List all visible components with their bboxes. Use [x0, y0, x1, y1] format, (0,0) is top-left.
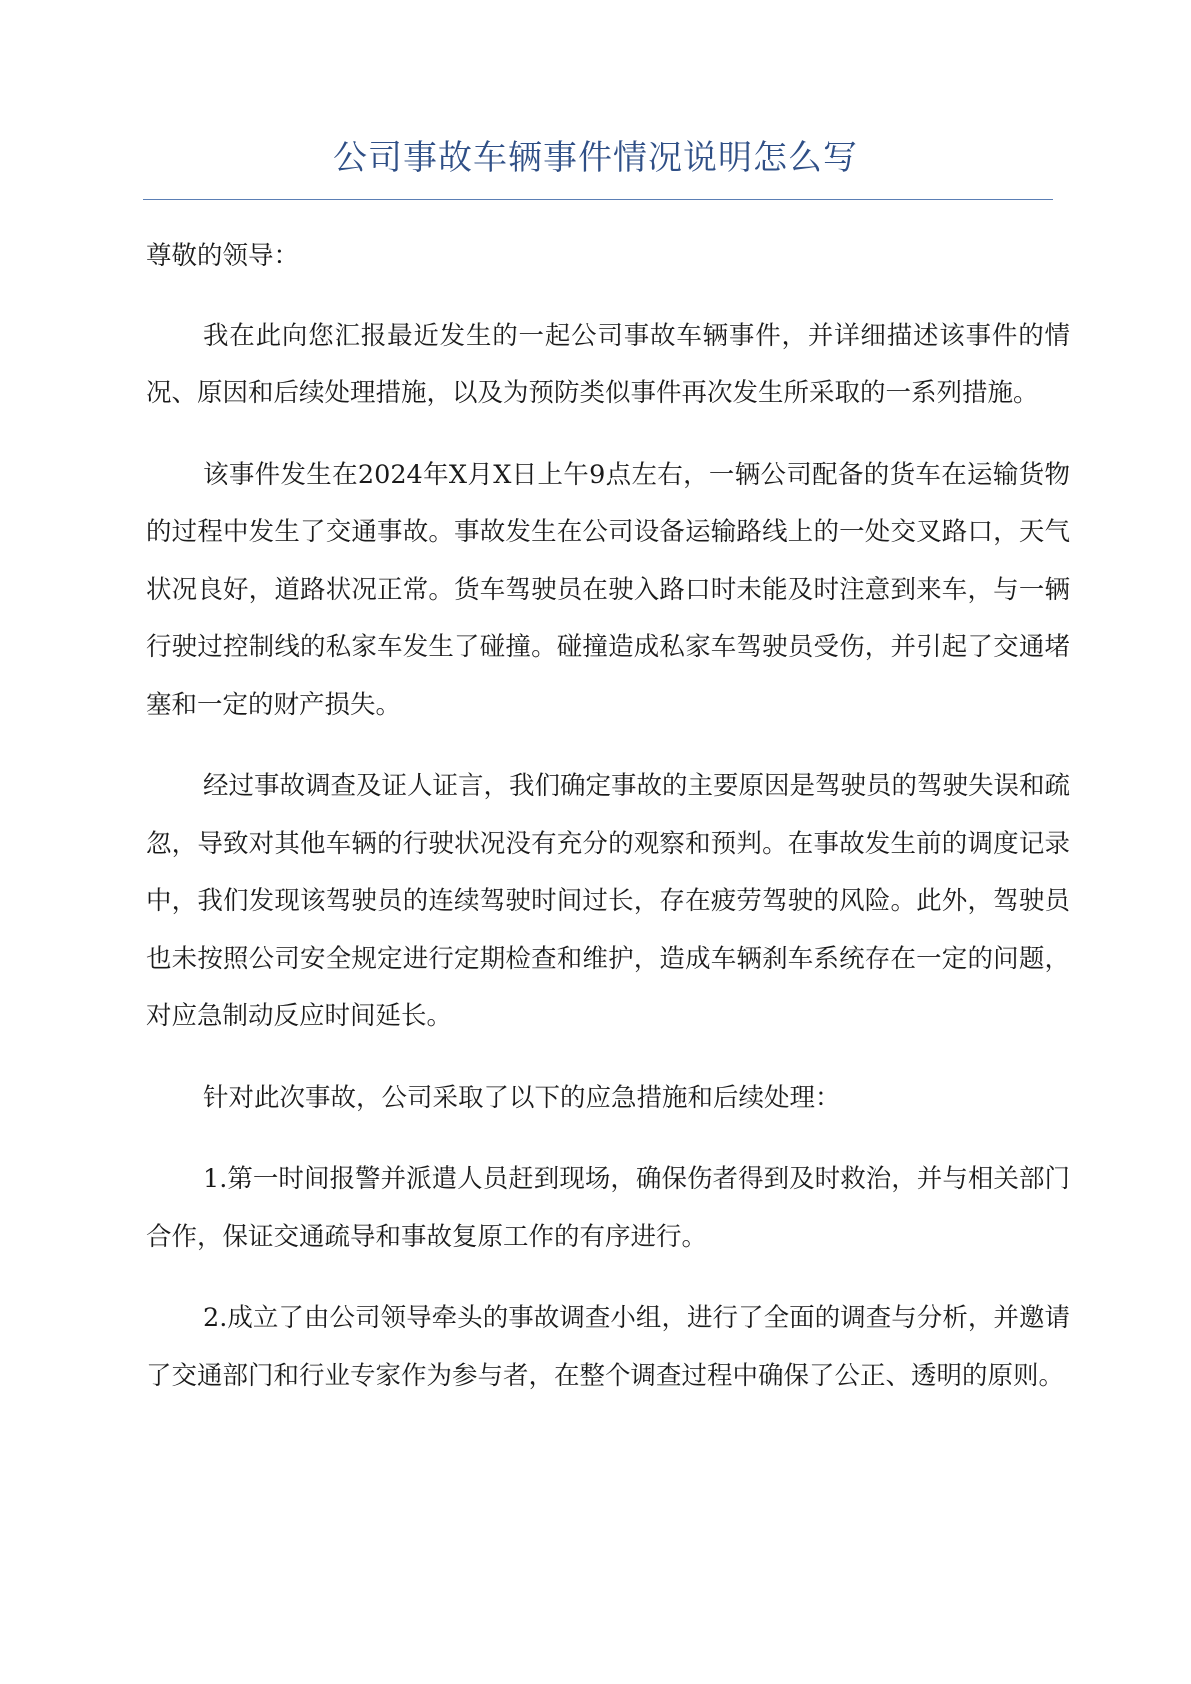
document-body [146, 228, 1070, 1429]
title-divider [143, 199, 1053, 200]
paragraph-cause: 经过事故调查及证人证言，我们确定事故的主要原因是驾驶员的驾驶失误和疏忽，导致对其他车辆的行驶状况没有充分的观察和预判。在事故发生前的调度记录中，我们发现该驾驶员的连续驾驶时间过长，存在疲劳驾驶的风险。此外，驾驶员也未按照公司安全规定进行定期检查和维护，造成车辆刹车系统存在一定的问题，对应急制动反应时间延长。 [146, 771, 1071, 1031]
paragraph-intro: 我在此向您汇报最近发生的一起公司事故车辆事件，并详细描述该事件的情况、原因和后续处理措施，以及为预防类似事件再次发生所采取的一系列措施。 [146, 320, 1070, 408]
paragraph-measure-1: 1.第一时间报警并派遣人员赶到现场，确保伤者得到及时救治，并与相关部门合作，保证交通疏导和事故复原工作的有序进行。 [146, 1164, 1070, 1252]
document-title: 公司事故车辆事件情况说明怎么写 [333, 138, 858, 178]
paragraph-measures-intro: 针对此次事故，公司采取了以下的应急措施和后续处理： [203, 1082, 841, 1113]
paragraph-measure-2: 2.成立了由公司领导牵头的事故调查小组，进行了全面的调查与分析，并邀请了交通部门和行业专家作为参与者，在整个调查过程中确保了公正、透明的原则。 [146, 1303, 1070, 1391]
salutation: 尊敬的领导： [146, 241, 300, 271]
paragraph-incident: 该事件发生在2024年X月X日上午9点左右，一辆公司配备的货车在运输货物的过程中发生了交通事故。事故发生在公司设备运输路线上的一处交叉路口，天气状况良好，道路状况正常。货车驾驶员在驶入路口时未能及时注意到来车，与一辆行驶过控制线的私家车发生了碰撞。碰撞造成私家车驾驶员受伤，并引起了交通堵塞和一定的财产损失。 [146, 459, 1070, 720]
